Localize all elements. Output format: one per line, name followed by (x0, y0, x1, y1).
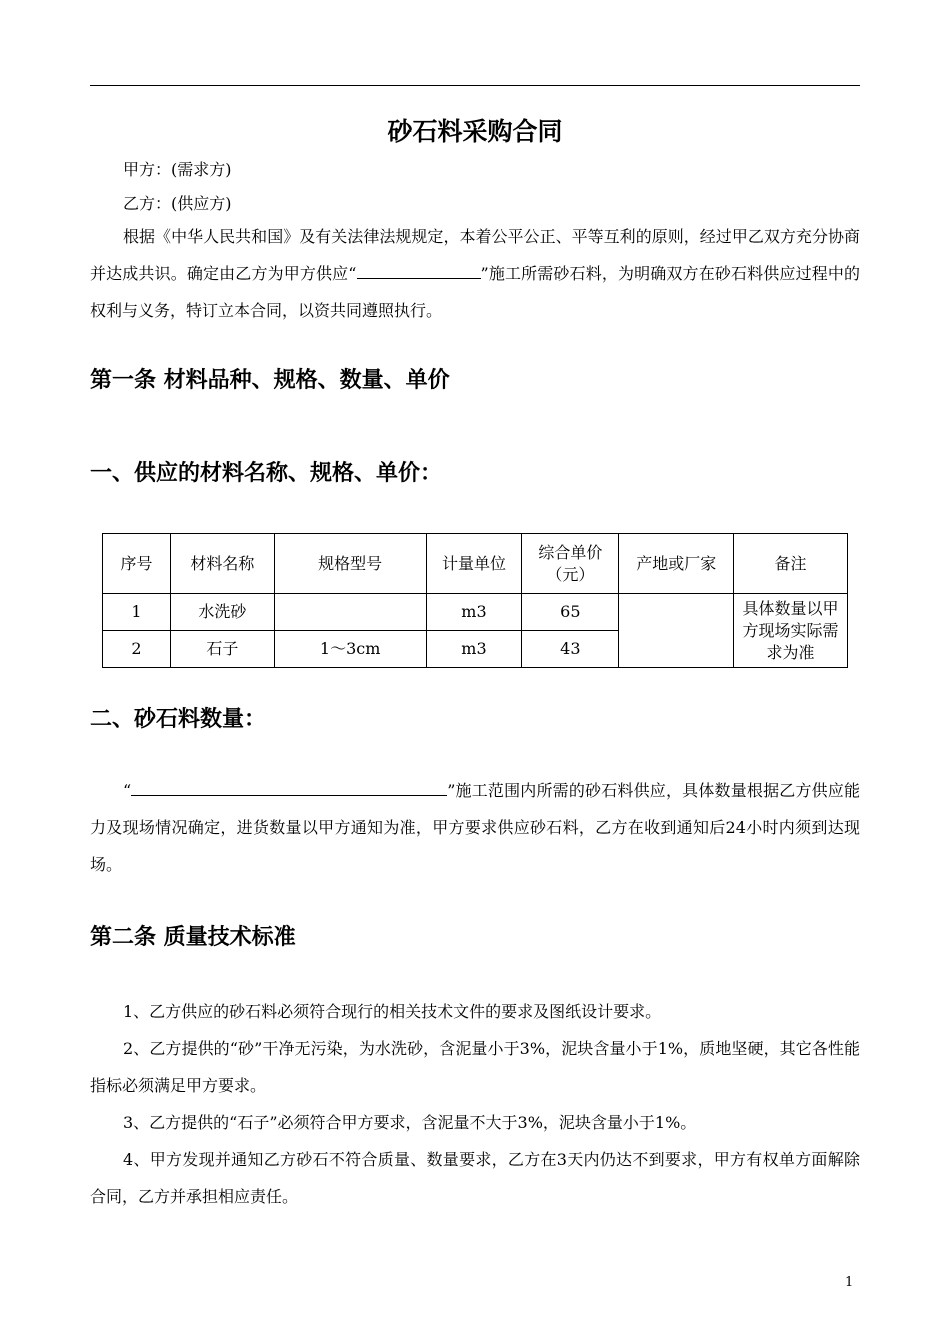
header-cell: 序号 (103, 534, 171, 594)
table-row (103, 594, 848, 631)
article-2-heading: 第二条 质量技术标准 (90, 925, 296, 950)
intro-text-part2: ”施工所需砂石料，为明确双方在砂石料供应过程中的权利与义务，特订立本合同，以资共同遵照执行。 (90, 264, 860, 320)
header-cell: 产地或厂家 (619, 534, 734, 594)
open-quote: “ (123, 781, 132, 800)
spec-cell: 1～3cm (274, 631, 426, 668)
row-number-cell: 1 (103, 594, 171, 631)
header-cell: 计量单位 (426, 534, 522, 594)
materials-table (102, 533, 848, 668)
section-2-heading: 二、砂石料数量： (90, 707, 267, 732)
intro-paragraph (90, 218, 860, 329)
header-cell: 备注 (734, 534, 848, 594)
page-number: 1 (845, 1275, 854, 1290)
row-number-cell: 2 (103, 631, 171, 668)
quantity-text: ”施工范围内所需的砂石料供应，具体数量根据乙方供应能力及现场情况确定，进货数量以甲方通知为准，甲方要求供应砂石料，乙方在收到通知后24小时内须到达现场。 (90, 781, 860, 874)
party-b-line: 乙方：(供应方) (123, 194, 232, 213)
section-1-heading: 一、供应的材料名称、规格、单价： (90, 461, 443, 486)
remark-cell: 具体数量以甲方现场实际需求为准 (734, 594, 848, 668)
quality-item-2: 2、乙方提供的“砂”干净无污染，为水洗砂，含泥量小于3%，泥块含量小于1%，质地坚硬，其它各性能指标必须满足甲方要求。 (90, 1039, 860, 1095)
contract-title: 砂石料采购合同 (387, 117, 563, 146)
project-name-blank (357, 262, 481, 279)
origin-cell (619, 594, 734, 668)
price-cell: 65 (522, 594, 619, 631)
price-cell: 43 (522, 631, 619, 668)
quality-item-3: 3、乙方提供的“石子”必须符合甲方要求，含泥量不大于3%，泥块含量小于1%。 (123, 1113, 697, 1132)
spec-cell (274, 594, 426, 631)
scope-blank (131, 779, 447, 796)
material-name-cell: 水洗砂 (170, 594, 274, 631)
party-a-line: 甲方：(需求方) (123, 160, 232, 179)
quantity-paragraph (90, 772, 860, 883)
intro-text-part1: 根据《中华人民共和国》及有关法律法规规定，本着公平公正、平等互利的原则，经过甲乙双方充分协商并达成共识。确定由乙方为甲方供应“ (90, 227, 860, 283)
header-cell: 规格型号 (274, 534, 426, 594)
unit-cell: m3 (426, 631, 522, 668)
header-cell: 综合单价（元） (522, 534, 619, 594)
material-name-cell: 石子 (170, 631, 274, 668)
quality-item-4: 4、甲方发现并通知乙方砂石不符合质量、数量要求，乙方在3天内仍达不到要求，甲方有权单方面解除合同，乙方并承担相应责任。 (90, 1150, 860, 1206)
table-header-row (103, 534, 848, 594)
unit-cell: m3 (426, 594, 522, 631)
article-1-heading: 第一条 材料品种、规格、数量、单价 (90, 368, 450, 393)
header-cell: 材料名称 (170, 534, 274, 594)
quality-item-1: 1、乙方供应的砂石料必须符合现行的相关技术文件的要求及图纸设计要求。 (123, 1002, 662, 1021)
header-rule (90, 85, 860, 86)
